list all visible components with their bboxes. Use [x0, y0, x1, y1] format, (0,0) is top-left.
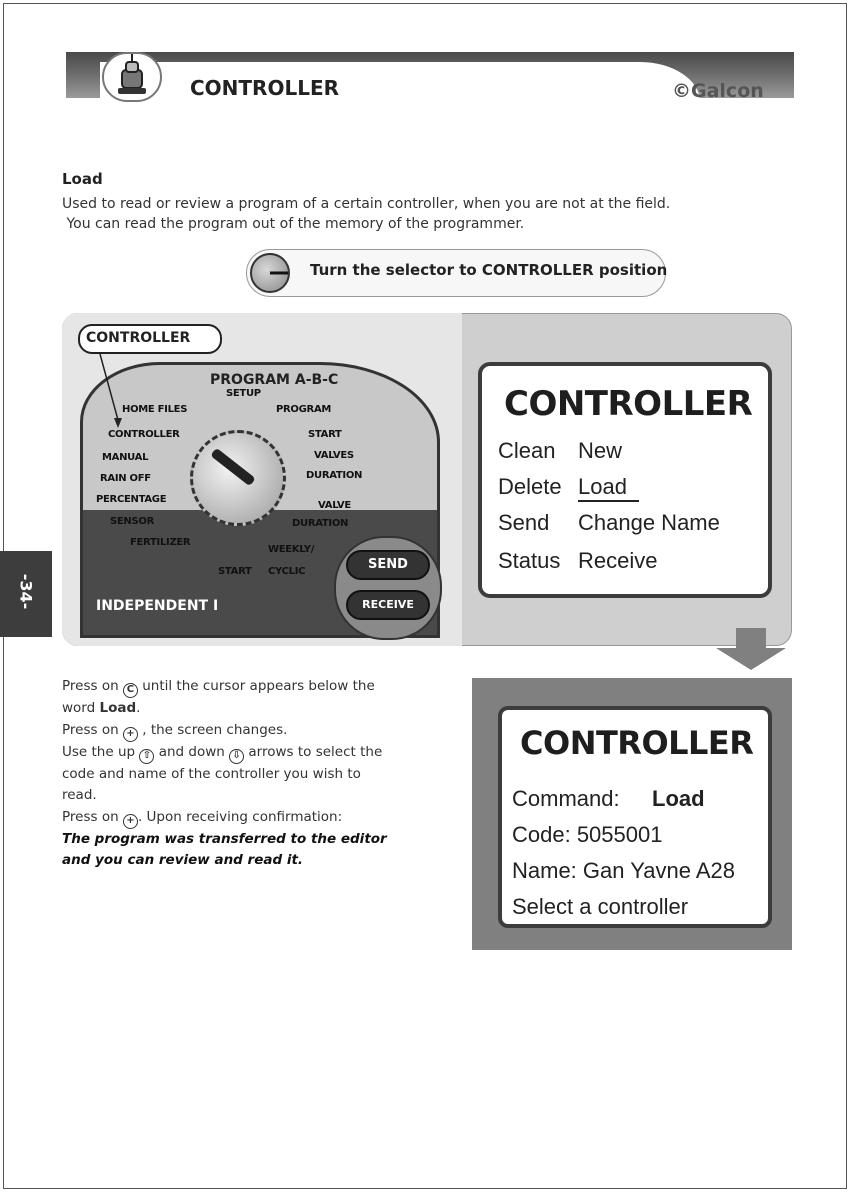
receive-button[interactable]: RECEIVE: [346, 590, 430, 620]
screen2-title: CONTROLLER: [520, 724, 754, 762]
plus-button-icon: +: [123, 727, 138, 742]
page-title: CONTROLLER: [190, 76, 340, 100]
screen1-row-2-right-cursor: Load: [578, 474, 639, 502]
selector-note: Turn the selector to CONTROLLER position: [310, 261, 668, 279]
screen1-row-3-right: Change Name: [578, 510, 720, 535]
dial-label-program: PROGRAM: [276, 404, 332, 415]
controller-callout-label: CONTROLLER: [86, 330, 191, 346]
screen1-row-3-left: Send: [498, 510, 550, 535]
dial-label-sensor: SENSOR: [110, 516, 155, 527]
screen1-row-4-left: Status: [498, 548, 561, 573]
screen1-row-1-left: Clean: [498, 438, 556, 463]
selector-knob-icon: [250, 253, 290, 293]
screen2-command-value: Load: [652, 786, 705, 811]
up-arrow-button-icon: ⇧: [139, 749, 154, 764]
dial-label-duration: DURATION: [306, 470, 363, 481]
down-arrow-icon-head: [716, 648, 786, 670]
dial-label-home-files: HOME FILES: [122, 404, 188, 415]
lcd-screen-load: [498, 706, 772, 928]
dial-label-start-bottom: START: [218, 566, 252, 577]
screen1-row-2-left: Delete: [498, 474, 562, 499]
intro-text: Used to read or review a program of a certain controller, when you are not at the field. You can read the program out of the memory of the programmer.: [62, 196, 671, 232]
screen2-name: Name: Gan Yavne A28: [512, 858, 735, 883]
send-button[interactable]: SEND: [346, 550, 430, 580]
program-title-label: PROGRAM A-B-C: [210, 372, 339, 388]
down-arrow-button-icon: ⇩: [229, 749, 244, 764]
dial-label-controller: CONTROLLER: [108, 429, 180, 440]
dial-label-valve-duration: DURATION: [292, 518, 349, 529]
screen2-command-label: Command:: [512, 786, 620, 811]
dial-label-manual: MANUAL: [102, 452, 149, 463]
dial-label-percentage: PERCENTAGE: [96, 494, 167, 505]
dial-label-weekly: WEEKLY/: [268, 544, 315, 555]
page-number: -34-: [16, 573, 36, 610]
dial-label-valves: VALVES: [314, 450, 354, 461]
dial-label-cyclic: CYCLIC: [268, 566, 306, 577]
screen2-hint: Select a controller: [512, 894, 689, 919]
dial-label-setup: SETUP: [226, 388, 261, 399]
screen1-title: CONTROLLER: [504, 384, 753, 424]
c-button-icon: C: [123, 683, 138, 698]
section-title: Load: [62, 170, 103, 188]
down-arrow-icon: [736, 628, 766, 648]
instructions: Press on C until the cursor appears below the word Load. Press on + , the screen changes. Use the up ⇧ and down ⇩ arrows to select the code and name of the controller you wish to read. Press on + . Upon receiving confirmation: The program was transferred to the editor and you can review and read it.: [62, 678, 387, 868]
dial-label-fertilizer: FERTILIZER: [130, 537, 191, 548]
independent-label: INDEPENDENT I: [96, 598, 219, 614]
brand-logo: ©Galcon: [672, 80, 764, 102]
screen1-row-4-right: Receive: [578, 548, 658, 573]
plus-button-icon-2: +: [123, 814, 138, 829]
robot-icon: [102, 52, 162, 102]
screen1-row-1-right: New: [578, 438, 623, 463]
dial-label-rain-off: RAIN OFF: [100, 473, 151, 484]
screen2-code: Code: 5055001: [512, 822, 663, 847]
dial-label-start: START: [308, 429, 342, 440]
dial-label-valve: VALVE: [318, 500, 351, 511]
lcd-screen-menu: [478, 362, 772, 598]
